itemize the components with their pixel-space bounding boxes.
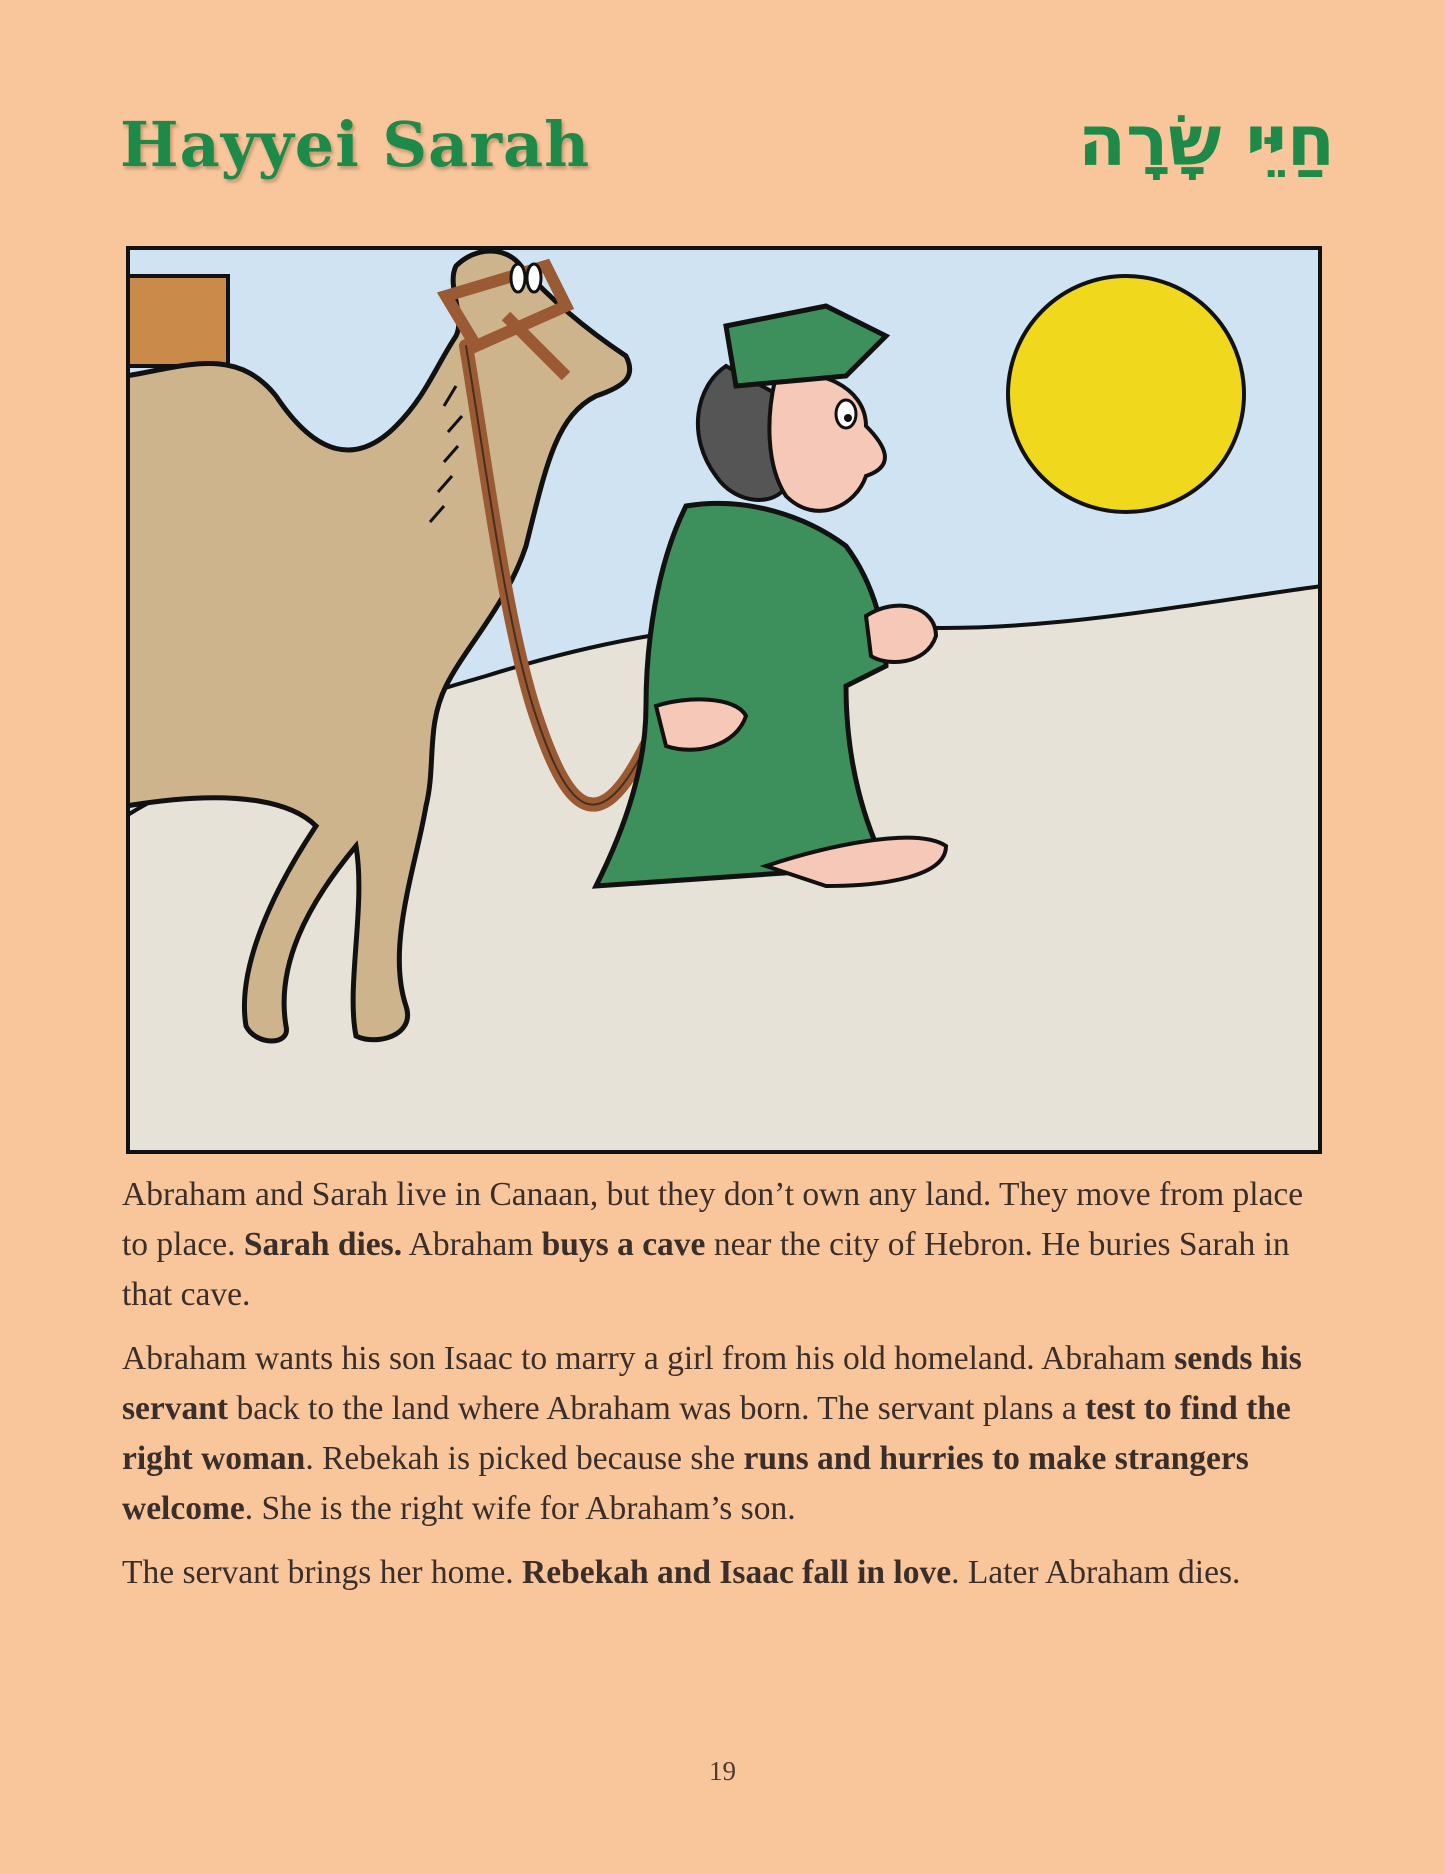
text-run: Abraham bbox=[402, 1226, 542, 1263]
sun bbox=[1008, 276, 1244, 512]
text-run: Abraham and Sarah live in Canaan, but they don’t own any land. They move from place to place. bbox=[122, 1176, 1304, 1263]
paragraph bbox=[122, 1170, 1332, 1320]
bold-phrase: Sarah dies. bbox=[243, 1226, 403, 1263]
text-run: back to the land where Abraham was born. The servant plans a bbox=[228, 1390, 1086, 1427]
paragraph bbox=[122, 1334, 1332, 1534]
text-run: near the city of Hebron. He buries Sarah in that cave. bbox=[122, 1226, 1290, 1313]
story-text bbox=[122, 1170, 1332, 1612]
text-run: The servant brings her home. bbox=[122, 1554, 523, 1591]
tent-post bbox=[126, 276, 228, 366]
hebrew-title: חַיֵּי שָׂרָה bbox=[1078, 100, 1335, 182]
bold-phrase: Rebekah and Isaac fall in love bbox=[522, 1554, 952, 1591]
text-run: Abraham wants his son Isaac to marry a girl from his old homeland. Abraham bbox=[122, 1340, 1175, 1377]
text-run: . Later Abraham dies. bbox=[951, 1554, 1241, 1591]
page-number: 19 bbox=[709, 1756, 736, 1786]
bold-phrase: test to find the right woman bbox=[122, 1390, 1291, 1477]
text-run: . She is the right wife for Abraham’s son. bbox=[244, 1490, 796, 1527]
bold-phrase: sends his servant bbox=[122, 1340, 1302, 1427]
paragraph bbox=[122, 1548, 1332, 1598]
story-illustration bbox=[126, 246, 1322, 1154]
bold-phrase: buys a cave bbox=[541, 1226, 706, 1263]
text-run: . Rebekah is picked because she bbox=[305, 1440, 744, 1477]
bold-phrase: runs and hurries to make strangers welcome bbox=[122, 1440, 1249, 1527]
page-title: Hayyei Sarah bbox=[120, 108, 591, 181]
